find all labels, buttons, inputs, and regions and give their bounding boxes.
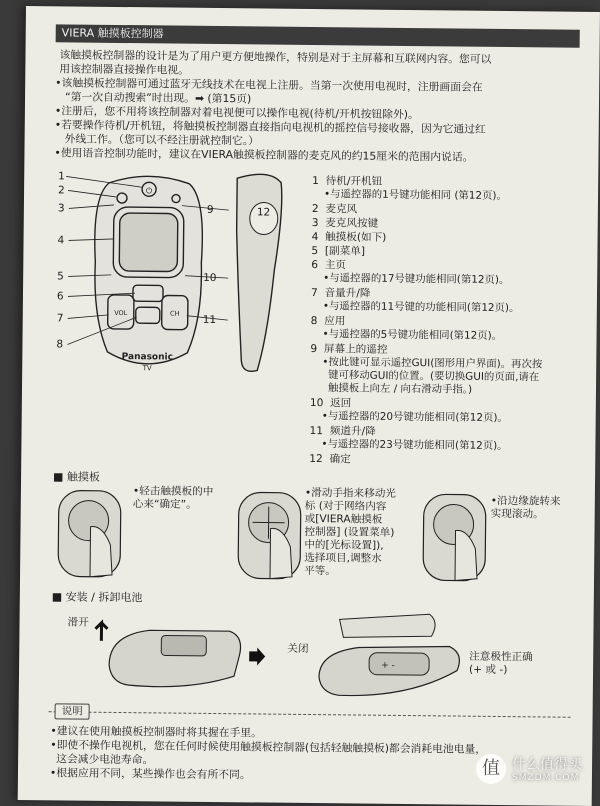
notes-label: 说明 xyxy=(55,703,90,719)
bullet-line-3: •注册后，您不用将该控制器对着电视便可以操作电视(待机/开机按钮除外)。 xyxy=(54,104,419,122)
item-9: 9 屏幕上的遥控 xyxy=(310,342,388,356)
watermark-logo-icon: 值 xyxy=(476,754,506,784)
item-9-sub-2: 键可移动GUI的位置。(要切换GUI的页面,请在 xyxy=(328,369,540,384)
bullet-line-1: •该触摸板控制器可通过蓝牙无线技术在电视上注册。当第一次使用电视时，注册画面会在 xyxy=(55,76,483,94)
item-8-sub: •与遥控器的5号键功能相同(第12页)。 xyxy=(322,328,503,343)
item-10: 10 返回 xyxy=(309,396,352,410)
battery-close-illustration xyxy=(299,607,470,709)
remote-vol-label: VOL xyxy=(114,308,128,318)
note-line-3: 这会减少电池寿命。 xyxy=(56,752,154,767)
watermark-sub: SMZDM.COM xyxy=(512,773,580,783)
item-3: 3 麦克风按键 xyxy=(311,217,379,230)
intro-line-1: 该触摸板控制器的设计是为了用户更方便地操作，特别是对于主屏幕和互联网内容。您可以 xyxy=(59,48,492,66)
callout-number: 8 xyxy=(56,338,64,351)
item-7-sub: •与遥控器的11号键的功能相同(第12页)。 xyxy=(322,300,520,315)
bullet-line-5: 外线工作。（您可以不经注册就控制它。） xyxy=(64,132,260,148)
item-11: 11 频道升/降 xyxy=(309,424,376,438)
touchpad-rotate-callout: •沿边缘旋转来 实现滚动。 xyxy=(490,494,561,521)
item-4: 4 触摸板(如下) xyxy=(311,231,387,244)
bullet-line-4: •若要操作待机/开机钮，将触摸板控制器直接指向电视机的摇控信号接收器，因为它通过红 xyxy=(54,118,486,136)
remote-side-view xyxy=(227,170,289,381)
item-5: 5 [副菜单] xyxy=(311,245,366,258)
note-line-4: •根据应用不同，某些操作也会有所不同。 xyxy=(49,766,251,782)
item-12: 12 确定 xyxy=(309,452,351,466)
callout-number: 2 xyxy=(58,184,65,197)
touchpad-slide-callout: •滑动手指来移动光 标 (对于网络内容 或[VIERA触摸板 控制器] (设置菜单) 中的[光标设置]), 选择项目,调整水 平等。 xyxy=(304,486,396,578)
slide-open-label: 滑开 xyxy=(67,616,89,629)
remote-brand: Panasonic xyxy=(121,352,174,363)
callout-number: 11 xyxy=(202,313,217,327)
note-line-1: •建议在使用触摸板控制器时将其握在手里。 xyxy=(50,724,262,740)
callout-number: 12 xyxy=(256,206,271,219)
callout-number: 10 xyxy=(203,271,217,285)
page-title: VIERA 触摸板控制器 xyxy=(56,24,580,47)
bullet-line-2: “第一次自动搜索”时出现。➡ (第15页) xyxy=(64,90,252,106)
item-11-sub: •与遥控器的23号键功能相同(第12页)。 xyxy=(321,438,508,453)
battery-open-illustration xyxy=(89,605,250,697)
svg-text:+ -: + - xyxy=(381,660,395,671)
note-line-2: •即使不操作电视机，您在任何时候使用触摸板控制器(包括轻触触摸板)都会消耗电池电量， xyxy=(50,738,487,756)
item-8: 8 应用 xyxy=(310,314,346,328)
item-2: 2 麦克风 xyxy=(311,203,358,216)
item-10-sub: •与遥控器的20号键功能相同(第12页)。 xyxy=(321,410,508,425)
arrow-right-icon xyxy=(247,646,267,666)
item-1-sub: •与遥控器的1号键功能相同 (第12页)。 xyxy=(323,188,507,203)
item-9-sub-3: 触摸板上向左 / 向右滑动手指。) xyxy=(327,382,473,396)
close-label: 关闭 xyxy=(287,642,309,655)
bullet-line-6: •使用语音控制功能时，建议在VIERA触摸板控制器的麦克风的约15厘米的范围内说话。 xyxy=(54,146,474,164)
battery-heading: ■ 安装 / 拆卸电池 xyxy=(51,590,143,605)
callout-number: 6 xyxy=(56,290,64,303)
callout-number: 3 xyxy=(57,202,65,215)
item-6: 6 主页 xyxy=(311,259,347,272)
svg-text:⏻: ⏻ xyxy=(145,186,153,196)
intro-line-2: 用该控制器直接操作电视。 xyxy=(59,62,189,77)
item-7: 7 音量升/降 xyxy=(310,287,371,300)
site-watermark xyxy=(476,752,600,792)
callout-number: 1 xyxy=(58,170,65,183)
manual-page xyxy=(18,6,600,806)
watermark-text: 什么值得买 xyxy=(512,757,582,773)
callout-number: 7 xyxy=(56,312,64,325)
remote-sub: TV xyxy=(142,364,152,373)
callout-number: 5 xyxy=(57,270,64,283)
callout-number: 9 xyxy=(206,203,214,216)
remote-ch-label: CH xyxy=(170,309,180,318)
callout-number: 4 xyxy=(57,234,65,247)
item-9-sub-1: •按此键可显示遥控GUI(图形用户界面)。再次按 xyxy=(322,356,543,371)
touchpad-tap-callout: •轻击触摸板的中 心来“确定”。 xyxy=(132,485,214,511)
touchpad-heading: ■ 触摸板 xyxy=(53,470,101,484)
item-6-sub: •与遥控器的17号键功能相同(第12页)。 xyxy=(323,272,510,287)
touchpad-tap-illustration xyxy=(50,484,141,585)
item-1: 1 待机/开机钮 xyxy=(312,175,383,188)
polarity-label: 注意极性正确 (+ 或 -) xyxy=(469,650,533,677)
